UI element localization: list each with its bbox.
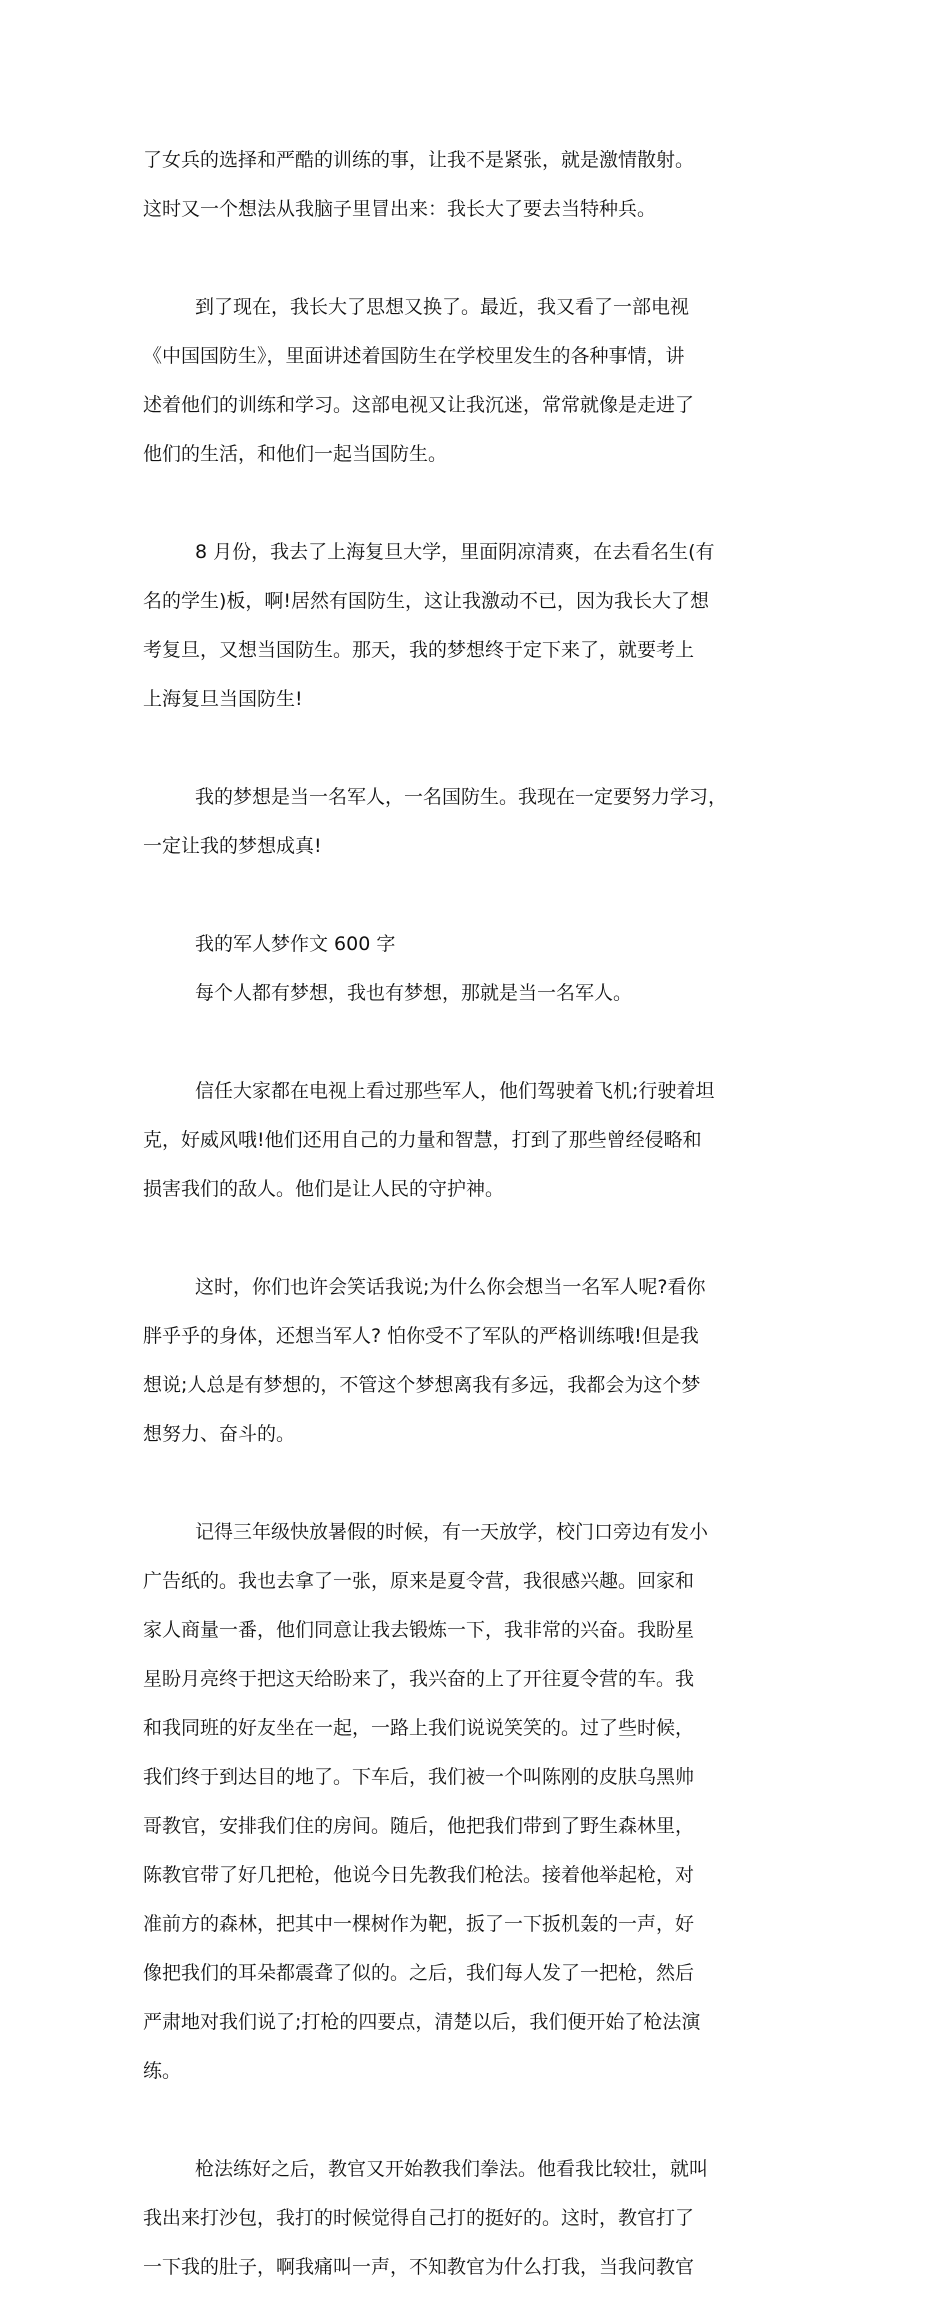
text-line: 我们终于到达目的地了。下车后，我们被一个叫陈刚的皮肤乌黑帅	[143, 1765, 695, 1788]
text-line: 准前方的森林，把其中一棵树作为靶，扳了一下扳机轰的一声，好	[143, 1912, 695, 1935]
text-line: 广告纸的。我也去拿了一张，原来是夏令营，我很感兴趣。回家和	[143, 1569, 695, 1592]
text-line: 星盼月亮终于把这天给盼来了，我兴奋的上了开往夏令营的车。我	[143, 1667, 695, 1690]
text-line: 记得三年级快放暑假的时候，有一天放学，校门口旁边有发小	[195, 1520, 709, 1543]
text-line: 每个人都有梦想，我也有梦想，那就是当一名军人。	[195, 981, 633, 1004]
text-line: 考复旦，又想当国防生。那天，我的梦想终于定下来了，就要考上	[143, 638, 695, 661]
text-line: 名的学生)板，啊!居然有国防生，这让我激动不已，因为我长大了想	[143, 589, 710, 612]
text-line: 练。	[143, 2059, 182, 2082]
text-line: 想说;人总是有梦想的，不管这个梦想离我有多远，我都会为这个梦	[143, 1373, 701, 1396]
paragraph-8	[143, 1495, 811, 2108]
text-line: 胖乎乎的身体，还想当军人? 怕你受不了军队的严格训练哦!但是我	[143, 1324, 699, 1347]
text-line: 《中国国防生》，里面讲述着国防生在学校里发生的各种事情，讲	[143, 344, 685, 367]
essay-title: 我的军人梦作文 600 字	[195, 932, 396, 955]
paragraph-2	[143, 270, 811, 491]
text-line: 陈教官带了好几把枪，他说今日先教我们枪法。接着他举起枪，对	[143, 1863, 695, 1886]
text-line: 我出来打沙包，我打的时候觉得自己打的挺好的。这时，教官打了	[143, 2206, 695, 2229]
essay-title-and-intro	[143, 907, 811, 1030]
paragraph-7	[143, 1250, 811, 1471]
text-line: 8 月份，我去了上海复旦大学，里面阴凉清爽，在去看名生(有	[195, 540, 715, 563]
text-line: 上海复旦当国防生!	[143, 687, 303, 710]
text-line: 我的梦想是当一名军人，一名国防生。我现在一定要努力学习，	[195, 785, 728, 808]
paragraph-6	[143, 1054, 811, 1226]
text-line: 信任大家都在电视上看过那些军人，他们驾驶着飞机;行驶着坦	[195, 1079, 715, 1102]
text-line: 一下我的肚子，啊我痛叫一声，不知教官为什么打我，当我问教官	[143, 2255, 695, 2278]
text-line: 述着他们的训练和学习。这部电视又让我沉迷，常常就像是走进了	[143, 393, 695, 416]
text-line: 想努力、奋斗的。	[143, 1422, 296, 1445]
text-line: 克，好威风哦!他们还用自己的力量和智慧，打到了那些曾经侵略和	[143, 1128, 702, 1151]
paragraph-4	[143, 760, 811, 883]
text-line: 一定让我的梦想成真!	[143, 834, 322, 857]
text-line: 到了现在，我长大了思想又换了。最近，我又看了一部电视	[195, 295, 690, 318]
text-line: 家人商量一番，他们同意让我去锻炼一下，我非常的兴奋。我盼星	[143, 1618, 695, 1641]
text-line: 了女兵的选择和严酷的训练的事，让我不是紧张，就是激情散射。	[143, 148, 695, 171]
text-line: 像把我们的耳朵都震聋了似的。之后，我们每人发了一把枪，然后	[143, 1961, 695, 1984]
text-line: 损害我们的敌人。他们是让人民的守护神。	[143, 1177, 505, 1200]
text-line: 和我同班的好友坐在一起，一路上我们说说笑笑的。过了些时候，	[143, 1716, 695, 1739]
text-line: 这时又一个想法从我脑子里冒出来：我长大了要去当特种兵。	[143, 197, 657, 220]
text-line: 他们的生活，和他们一起当国防生。	[143, 442, 448, 465]
paragraph-3	[143, 515, 811, 736]
text-line: 严肃地对我们说了;打枪的四要点，清楚以后，我们便开始了枪法演	[143, 2010, 701, 2033]
text-line: 枪法练好之后，教官又开始教我们拳法。他看我比较壮，就叫	[195, 2157, 709, 2180]
text-line: 哥教官，安排我们住的房间。随后，他把我们带到了野生森林里，	[143, 1814, 695, 1837]
document-page	[143, 123, 811, 2304]
paragraph-1	[143, 123, 811, 246]
text-line: 这时，你们也许会笑话我说;为什么你会想当一名军人呢?看你	[195, 1275, 706, 1298]
paragraph-9	[143, 2132, 811, 2304]
